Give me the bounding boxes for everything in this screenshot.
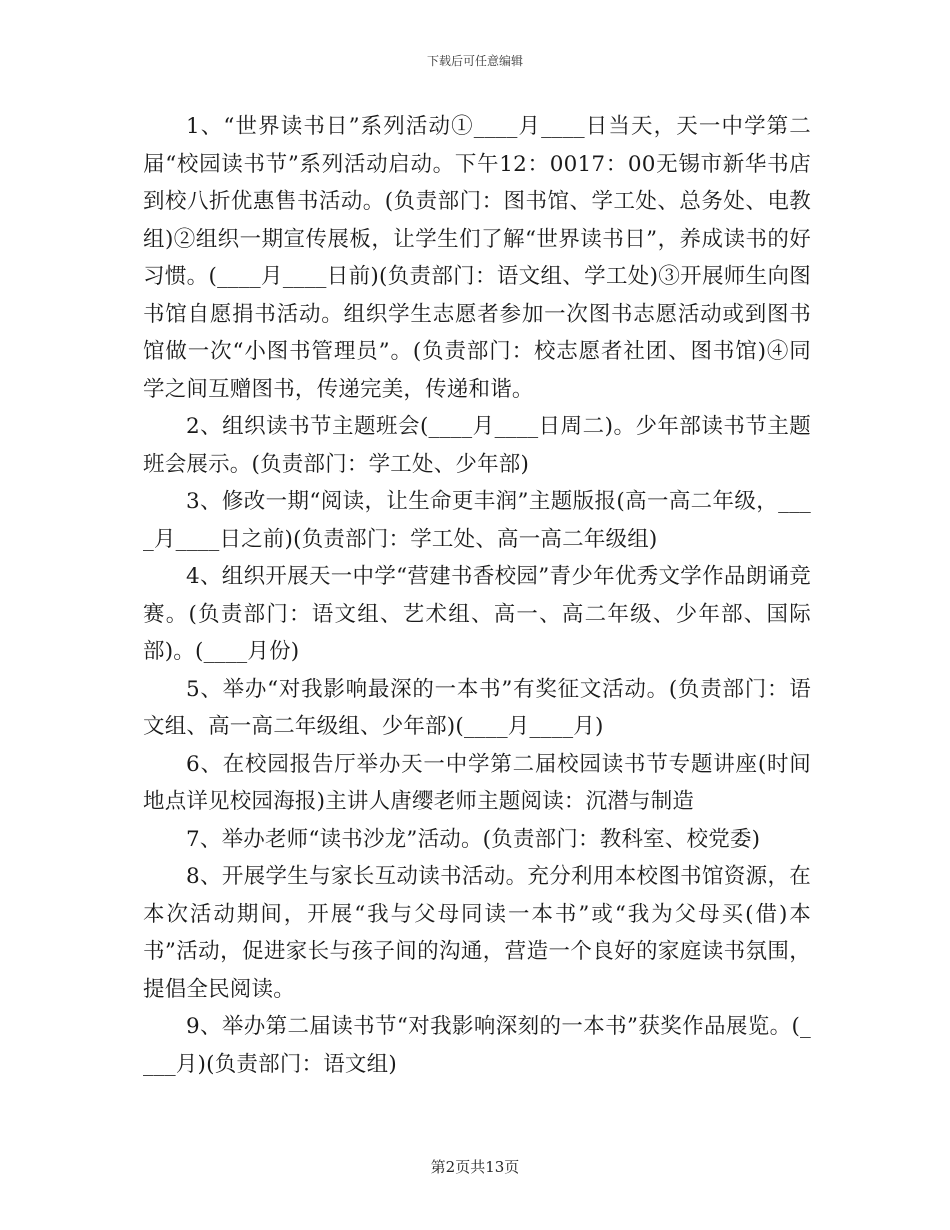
paragraph-4: 4、组织开展天一中学“营建书香校园”青少年优秀文学作品朗诵竞赛。(负责部门：语文组、艺术组、高一、高二年级、少年部、国际部)。(____月份) xyxy=(143,564,811,664)
paragraph-2: 2、组织读书节主题班会(____月____日周二)。少年部读书节主题班会展示。(负责部门：学工处、少年部) xyxy=(143,414,811,477)
paragraph-3: 3、修改一期“阅读，让生命更丰润”主题版报(高一高二年级，____月____日之前)(负责部门：学工处、高一高二年级组) xyxy=(143,489,811,552)
paragraph-1: 1、“世界读书日”系列活动①____月____日当天，天一中学第二届“校园读书节”系列活动启动。下午12：0017：00无锡市新华书店到校八折优惠售书活动。(负责部门：图书馆、学工处、总务处、电教组)②组织一期宣传展板，让学生们了解“世界读书日”，养成读书的好习惯。(____月____日前)(负责部门：语文组、学工处)③开展师生向图书馆自愿捐书活动。组织学生志愿者参加一次图书志愿活动或到图书馆做一次“小图书管理员”。(负责部门：校志愿者社团、图书馆)④同学之间互赠图书，传递完美，传递和谐。 xyxy=(143,114,811,402)
document-body xyxy=(143,108,811,1083)
paragraph-5: 5、举办“对我影响最深的一本书”有奖征文活动。(负责部门：语文组、高一高二年级组、少年部)(____月____月) xyxy=(143,676,811,739)
page-header-note: 下载后可任意编辑 xyxy=(426,54,523,68)
paragraph-6: 6、在校园报告厅举办天一中学第二届校园读书节专题讲座(时间地点详见校园海报)主讲人唐缨老师主题阅读：沉潜与制造 xyxy=(143,751,811,814)
paragraph-7: 7、举办老师“读书沙龙”活动。(负责部门：教科室、校党委) xyxy=(186,826,761,852)
paragraph-9: 9、举办第二届读书节“对我影响深刻的一本书”获奖作品展览。(____月)(负责部门：语文组) xyxy=(143,1014,811,1077)
paragraph-8: 8、开展学生与家长互动读书活动。充分利用本校图书馆资源，在本次活动期间，开展“我与父母同读一本书”或“我为父母买(借)本书”活动，促进家长与孩子间的沟通，营造一个良好的家庭读书氛围，提倡全民阅读。 xyxy=(143,864,811,1002)
page-number: 第2页共13页 xyxy=(430,1158,520,1176)
